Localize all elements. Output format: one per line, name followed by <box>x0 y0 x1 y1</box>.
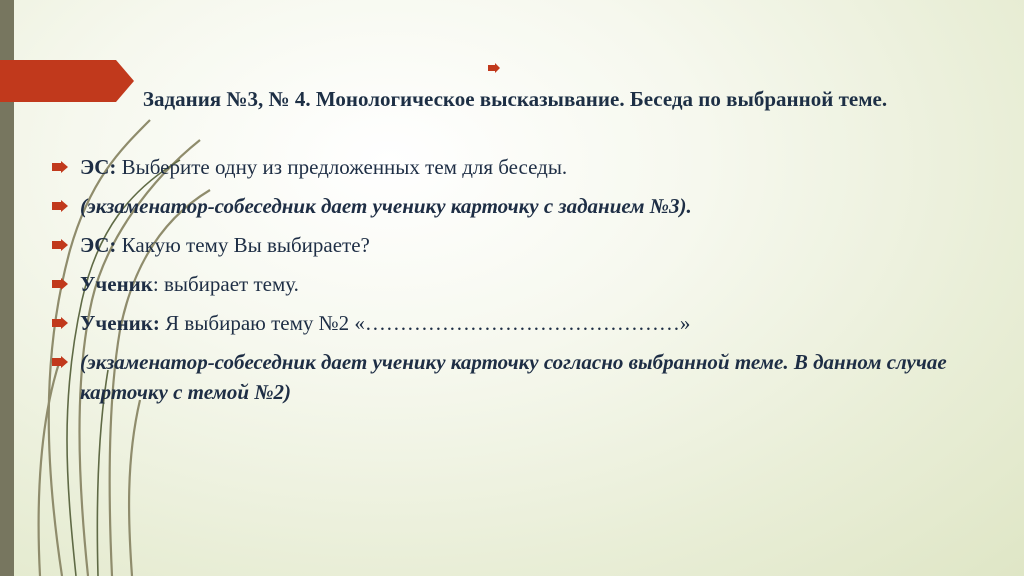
speaker-label: Ученик <box>80 272 153 296</box>
bullet-arrow-icon <box>52 239 68 251</box>
list-item <box>52 269 982 299</box>
bullet-arrow-icon <box>52 278 68 290</box>
bullet-arrow-icon <box>52 200 68 212</box>
content-list <box>52 152 982 416</box>
item-text: Я выбираю тему №2 «………………………………………» <box>159 311 691 335</box>
bullet-arrow-icon <box>52 317 68 329</box>
slide-title: Задания №3, № 4. Монологическое высказывание. Беседа по выбранной теме. <box>142 87 888 111</box>
list-item <box>52 308 982 338</box>
list-item <box>52 347 982 407</box>
bullet-arrow-icon <box>52 356 68 368</box>
item-text: : выбирает тему. <box>152 272 299 296</box>
list-item <box>52 191 982 221</box>
item-text: Какую тему Вы выбираете? <box>116 233 370 257</box>
speaker-label: ЭС: <box>80 155 117 179</box>
list-item <box>52 152 982 182</box>
item-text: (экзаменатор-собеседник дает ученику карточку согласно выбранной теме. В данном случае карточку с темой №2) <box>80 350 947 404</box>
list-item <box>52 230 982 260</box>
item-text: (экзаменатор-собеседник дает ученику карточку с заданием №3). <box>80 194 692 218</box>
speaker-label: ЭС: <box>80 233 117 257</box>
speaker-label: Ученик: <box>80 311 160 335</box>
item-text: Выберите одну из предложенных тем для беседы. <box>116 155 568 179</box>
bullet-arrow-icon <box>52 161 68 173</box>
arrow-marker-icon <box>488 63 500 73</box>
